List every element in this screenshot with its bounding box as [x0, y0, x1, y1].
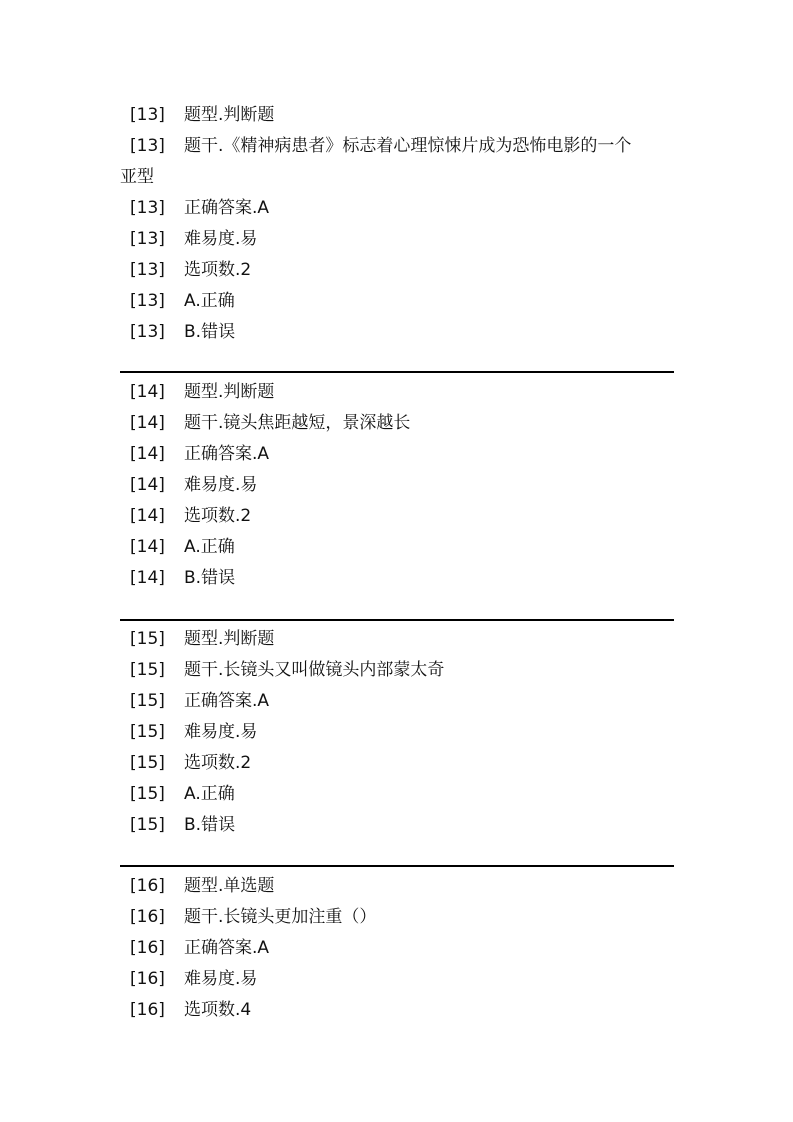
question-number: [13] [130, 229, 165, 249]
option-a: A.正确 [184, 784, 235, 804]
question-number: [13] [130, 291, 165, 311]
question-type: 题型.判断题 [184, 629, 275, 649]
question-option-line [120, 781, 674, 812]
question-option-line [120, 565, 674, 596]
question-number: [13] [130, 105, 165, 125]
question-type: 题型.单选题 [184, 876, 275, 896]
question-stem-line [120, 410, 674, 441]
question-difficulty-line [120, 719, 674, 750]
correct-answer: 正确答案.A [184, 444, 270, 464]
option-b: B.错误 [184, 815, 236, 835]
question-stem-line [120, 133, 674, 164]
question-stem: 题干.镜头焦距越短，景深越长 [184, 413, 411, 433]
question-stem-line [120, 904, 674, 935]
question-number: [16] [130, 907, 165, 927]
question-type: 题型.判断题 [184, 382, 275, 402]
question-answer-line [120, 688, 674, 719]
question-number: [15] [130, 784, 165, 804]
question-stem: 题干.长镜头又叫做镜头内部蒙太奇 [184, 660, 445, 680]
difficulty: 难易度.易 [184, 969, 258, 989]
question-stem-continuation: 亚型 [120, 167, 154, 187]
option-count: 选项数.2 [184, 260, 252, 280]
section-divider [120, 865, 674, 867]
question-number: [14] [130, 382, 165, 402]
question-number: [14] [130, 475, 165, 495]
question-number: [16] [130, 1000, 165, 1020]
question-answer-line [120, 935, 674, 966]
question-number: [13] [130, 198, 165, 218]
question-stem: 题干.长镜头更加注重（） [184, 907, 377, 927]
question-number: [14] [130, 506, 165, 526]
section-divider [120, 619, 674, 621]
question-option-line [120, 534, 674, 565]
question-number: [15] [130, 629, 165, 649]
question-number: [15] [130, 722, 165, 742]
question-difficulty-line [120, 966, 674, 997]
question-option-line [120, 812, 674, 843]
question-number: [14] [130, 413, 165, 433]
question-answer-line [120, 195, 674, 226]
question-block-15 [120, 626, 674, 843]
question-option-line [120, 288, 674, 319]
question-number: [16] [130, 938, 165, 958]
question-number: [15] [130, 660, 165, 680]
option-count: 选项数.2 [184, 506, 252, 526]
question-block-14 [120, 379, 674, 596]
difficulty: 难易度.易 [184, 229, 258, 249]
question-type-line [120, 379, 674, 410]
question-number: [15] [130, 691, 165, 711]
question-option-count-line [120, 750, 674, 781]
option-count: 选项数.4 [184, 1000, 252, 1020]
question-difficulty-line [120, 472, 674, 503]
question-stem-wrap-line [120, 164, 674, 195]
difficulty: 难易度.易 [184, 475, 258, 495]
option-a: A.正确 [184, 537, 235, 557]
option-count: 选项数.2 [184, 753, 252, 773]
question-option-line [120, 319, 674, 350]
correct-answer: 正确答案.A [184, 691, 270, 711]
question-number: [14] [130, 444, 165, 464]
question-option-count-line [120, 997, 674, 1028]
question-number: [16] [130, 876, 165, 896]
question-answer-line [120, 441, 674, 472]
question-stem: 题干.《精神病患者》标志着心理惊悚片成为恐怖电影的一个 [184, 136, 632, 156]
question-number: [14] [130, 568, 165, 588]
correct-answer: 正确答案.A [184, 938, 270, 958]
question-number: [13] [130, 322, 165, 342]
question-number: [14] [130, 537, 165, 557]
question-type-line [120, 873, 674, 904]
question-number: [15] [130, 753, 165, 773]
question-number: [15] [130, 815, 165, 835]
question-type-line [120, 626, 674, 657]
question-block-16 [120, 873, 674, 1028]
correct-answer: 正确答案.A [184, 198, 270, 218]
question-type: 题型.判断题 [184, 105, 275, 125]
question-number: [13] [130, 136, 165, 156]
question-option-count-line [120, 257, 674, 288]
question-block-13 [120, 102, 674, 350]
option-b: B.错误 [184, 322, 236, 342]
question-difficulty-line [120, 226, 674, 257]
question-number: [13] [130, 260, 165, 280]
question-number: [16] [130, 969, 165, 989]
question-option-count-line [120, 503, 674, 534]
question-stem-line [120, 657, 674, 688]
option-b: B.错误 [184, 568, 236, 588]
section-divider [120, 371, 674, 373]
difficulty: 难易度.易 [184, 722, 258, 742]
question-type-line [120, 102, 674, 133]
option-a: A.正确 [184, 291, 235, 311]
